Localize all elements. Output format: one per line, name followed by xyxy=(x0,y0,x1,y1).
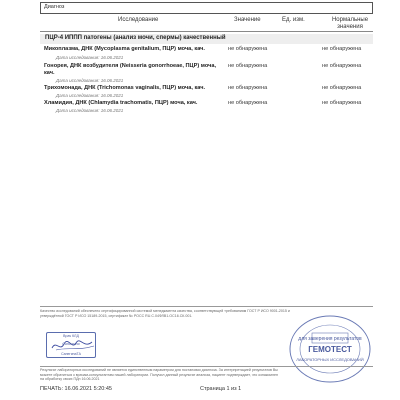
study-date: Дата исследования: 16.06.2021 xyxy=(56,108,124,113)
stamp-line-2: ГЕМОТЕСТ xyxy=(308,345,352,354)
header-norm: Нормальные значения xyxy=(331,17,369,30)
study-date: Дата исследования: 16.06.2021 xyxy=(56,78,124,83)
doctor-name: СапегинаТА xyxy=(61,352,81,356)
doctor-role: Врач КЛД xyxy=(63,334,79,338)
study-date: Дата исследования: 16.06.2021 xyxy=(56,93,124,98)
stamp-line-1: для заверения результатов xyxy=(298,336,362,342)
header-unit: Ед. изм. xyxy=(282,17,305,23)
study-norm: не обнаружена xyxy=(322,63,362,69)
doctor-stamp xyxy=(42,330,102,360)
header-study: Исследование xyxy=(118,17,159,23)
study-value: не обнаружена xyxy=(228,63,268,69)
diagnosis-box xyxy=(40,2,373,14)
study-norm: не обнаружена xyxy=(322,46,362,52)
section-header xyxy=(40,34,373,44)
header-divider xyxy=(40,31,373,32)
doctor-signature: Сапегина xyxy=(62,342,80,346)
study-norm: не обнаружена xyxy=(322,100,362,106)
study-value: не обнаружена xyxy=(228,46,268,52)
stamp-line-3: ЛАБОРАТОРНЫХ ИССЛЕДОВАНИЙ xyxy=(296,357,364,362)
study-name: Трихомонада, ДНК (Trichomonas vaginalis, ПЦР) моча, кач. xyxy=(44,85,206,91)
disclaimer-text: Результат лабораторных исследований не является единственным параметром для постановки диагноза. За интерпретацией результатов Вы можете обратиться к врачам-консультантам нашей лаборатории. Получил данный результат анализа, пациент подтверждает, что ознакомлен на обработку своих ПДн 16.06.2021 xyxy=(40,368,278,382)
study-norm: не обнаружена xyxy=(322,85,362,91)
diagnosis-label: Диагноз xyxy=(44,4,65,10)
study-name: Микоплазма, ДНК (Mycoplasma genitalium, ПЦР) моча, кач. xyxy=(44,46,205,52)
study-value: не обнаружена xyxy=(228,100,268,106)
section-title: ПЦР-4 ИППП патогены (анализ мочи, спермы) качественный xyxy=(45,35,226,41)
header-value: Значение xyxy=(234,17,261,23)
print-timestamp: ПЕЧАТЬ: 16.06.2021 5:20:45 xyxy=(40,386,112,392)
certification-text: Качество исследований обеспечено сертифицированной системой менеджмента качества, соответствующей требованиям ГОСТ Р ИСО 9001-2015 и утверждённой ГОСТ Р ИСО 15189-2015, сертификат № РОСС RU.С.04ФЛВ1.ОС16.СК.001. xyxy=(40,309,290,318)
lab-stamp-icon xyxy=(280,313,380,385)
disclaimer-divider xyxy=(40,366,373,367)
page-number: Страница 1 из 1 xyxy=(200,386,242,392)
footer-divider xyxy=(40,306,373,307)
study-name: Гонорея, ДНК возбудителя (Neisseria gonorrhoeae, ПЦР) моча, кач. xyxy=(44,63,217,76)
study-value: не обнаружена xyxy=(228,85,268,91)
study-name: Хламидия, ДНК (Chlamydia trachomatis, ПЦР) моча, кач. xyxy=(44,100,198,106)
study-date: Дата исследования: 16.06.2021 xyxy=(56,55,124,60)
